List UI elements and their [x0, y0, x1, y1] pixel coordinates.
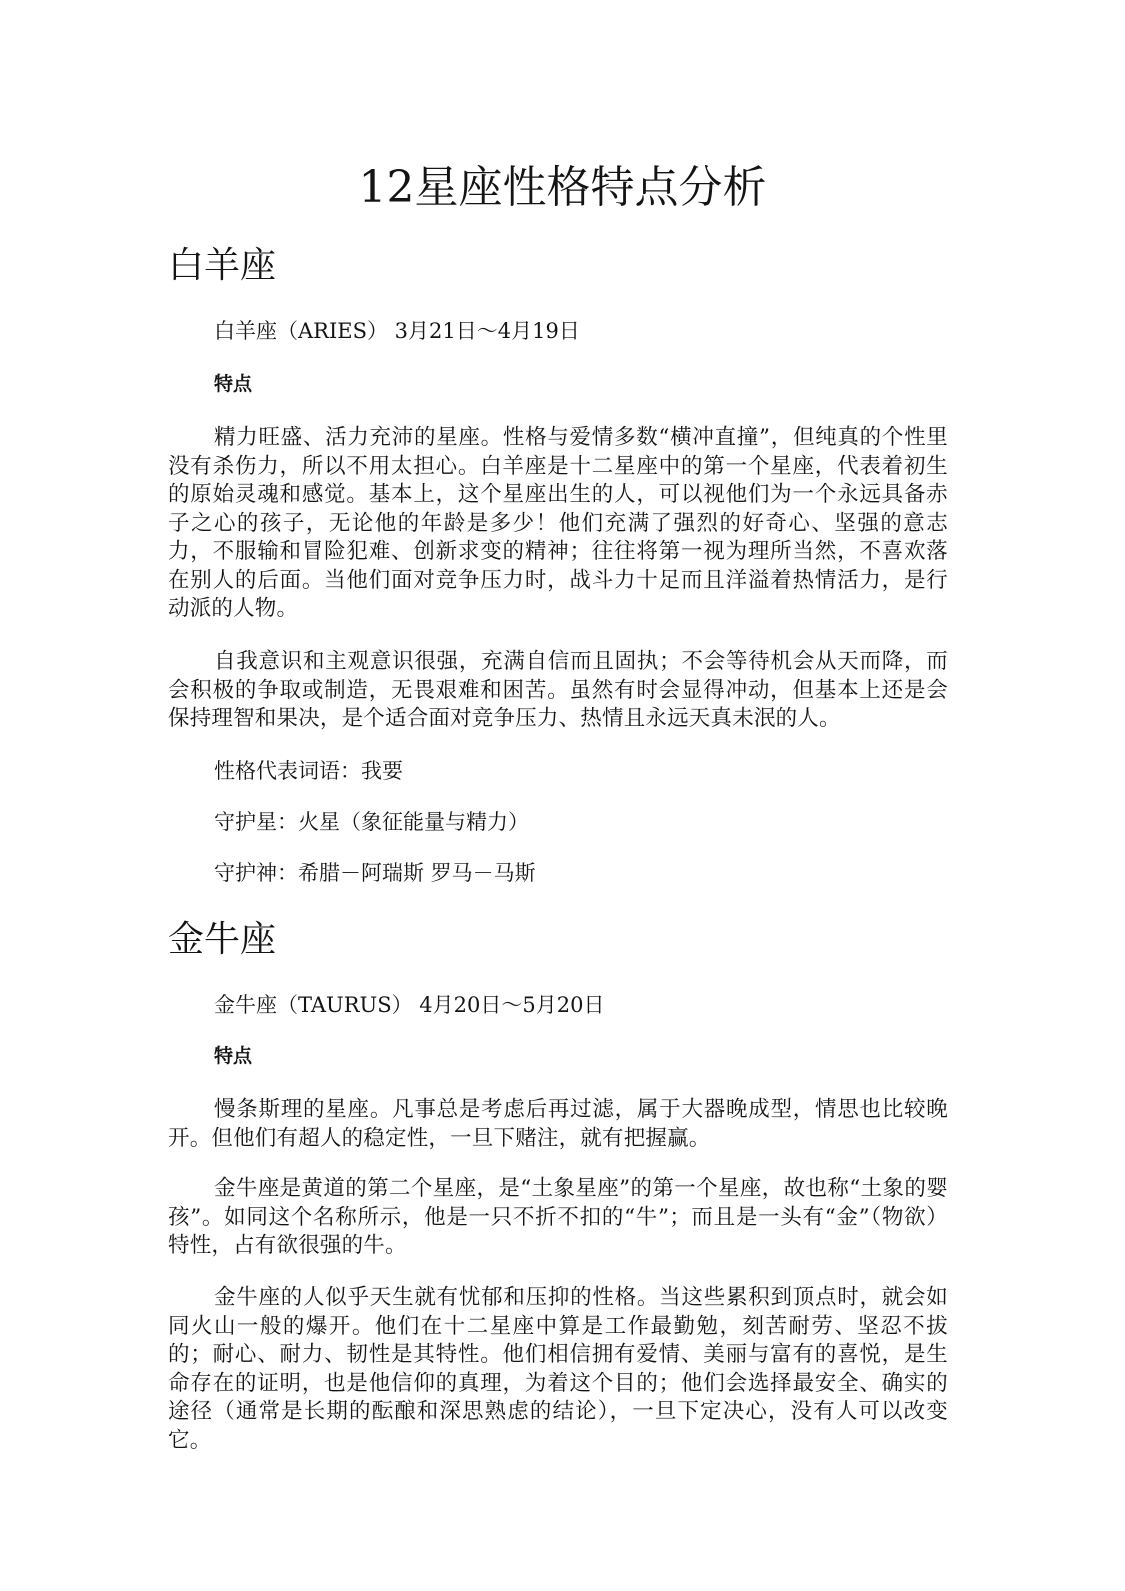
aries-date-line: 白羊座（ARIES） 3月21日～4月19日: [214, 319, 580, 343]
taurus-paragraph-2: 金牛座是黄道的第二个星座，是“土象星座”的第一个星座，故也称“土象的婴孩”。如同这个名称所示，他是一只不折不扣的“牛”；而且是一头有“金”（物欲）特性，占有欲很强的牛。: [168, 1176, 948, 1258]
taurus-paragraph-1: 慢条斯理的星座。凡事总是考虑后再过滤，属于大器晚成型，情思也比较晚开。但他们有超人的稳定性，一旦下赌注，就有把握赢。: [168, 1097, 948, 1151]
aries-paragraph-2: 自我意识和主观意识很强，充满自信而且固执；不会等待机会从天而降，而会积极的争取或制造，无畏艰难和困苦。虽然有时会显得冲动，但基本上还是会保持理智和果决，是个适合面对竞争压力、热情且永远天真未泯的人。: [168, 649, 948, 731]
aries-traits-label: 特点: [214, 373, 253, 395]
taurus-date-line: 金牛座（TAURUS） 4月20日～5月20日: [214, 993, 605, 1017]
aries-keyword-line: 性格代表词语：我要: [214, 759, 403, 783]
aries-guardian-god-line: 守护神：希腊－阿瑞斯 罗马－马斯: [214, 861, 536, 885]
section-heading-aries: 白羊座: [168, 245, 277, 286]
section-heading-taurus: 金牛座: [168, 919, 277, 960]
aries-guardian-star-line: 守护星：火星（象征能量与精力）: [214, 810, 529, 834]
aries-paragraph-1: 精力旺盛、活力充沛的星座。性格与爱情多数“横冲直撞”，但纯真的个性里没有杀伤力，所以不用太担心。白羊座是十二星座中的第一个星座，代表着初生的原始灵魂和感觉。基本上，这个星座出生的人，可以视他们为一个永远具备赤子之心的孩子，无论他的年龄是多少！他们充满了强烈的好奇心、坚强的意志力，不服输和冒险犯难、创新求变的精神；往往将第一视为理所当然，不喜欢落在别人的后面。当他们面对竞争压力时，战斗力十足而且洋溢着热情活力，是行动派的人物。: [168, 425, 948, 621]
taurus-paragraph-3: 金牛座的人似乎天生就有忧郁和压抑的性格。当这些累积到顶点时，就会如同火山一般的爆开。他们在十二星座中算是工作最勤勉，刻苦耐劳、坚忍不拔的；耐心、耐力、韧性是其特性。他们相信拥有爱情、美丽与富有的喜悦，是生命存在的证明，也是他信仰的真理，为着这个目的；他们会选择最安全、确实的途径（通常是长期的酝酿和深思熟虑的结论），一旦下定决心，没有人可以改变它。: [168, 1285, 948, 1453]
taurus-traits-label: 特点: [214, 1045, 253, 1067]
document-title: 12星座性格特点分析: [358, 162, 767, 213]
